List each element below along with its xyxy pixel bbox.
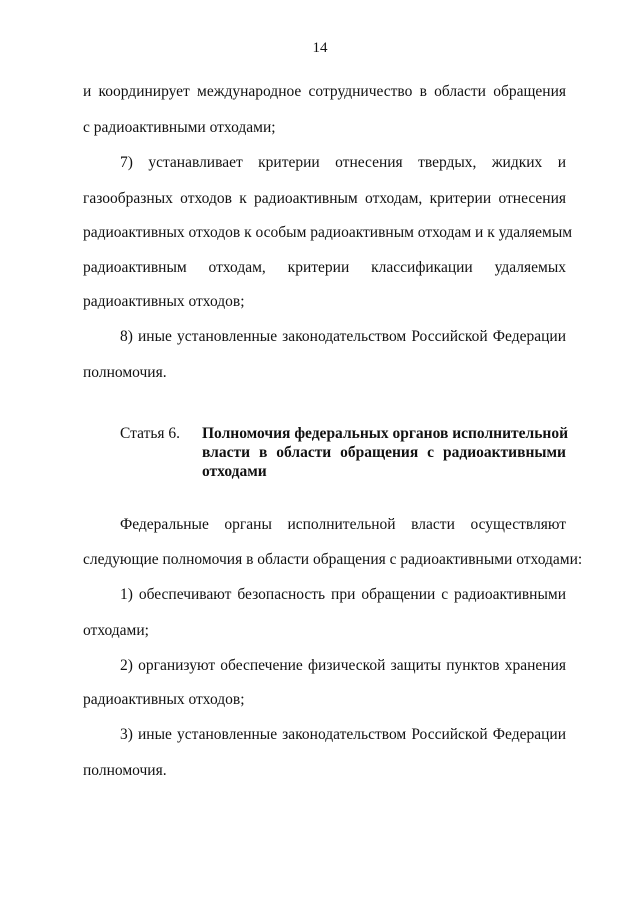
list-item-1: 1) обеспечивают безопасность при обращении с радиоактивными (120, 586, 566, 603)
list-item-8: 8) иные установленные законодательством Российской Федерации (120, 328, 566, 345)
page-number: 14 (312, 40, 328, 56)
text-line: полномочия. (83, 364, 167, 381)
text-line: радиоактивных отходов к особым радиоактивным отходам и к удаляемым (83, 224, 573, 241)
list-item-7: 7) устанавливает критерии отнесения твердых, жидких и (120, 154, 566, 171)
article-title (202, 424, 569, 481)
list-item-2: 2) организуют обеспечение физической защиты пунктов хранения (120, 657, 566, 674)
text-line: и координирует международное сотрудничество в области обращения (83, 83, 566, 100)
article-number: Статья 6. (120, 425, 181, 442)
text-line: полномочия. (83, 762, 167, 779)
text-line: газообразных отходов к радиоактивным отходам, критерии отнесения (83, 190, 566, 207)
article-title-line: власти в области обращения с радиоактивными (202, 444, 566, 461)
list-item-3: 3) иные установленные законодательством Российской Федерации (120, 726, 566, 743)
text-line: радиоактивных отходов; (83, 691, 245, 708)
text-line: Федеральные органы исполнительной власти осуществляют (120, 516, 566, 533)
text-line: радиоактивным отходам, критерии классификации удаляемых (83, 259, 566, 276)
text-line: следующие полномочия в области обращения с радиоактивными отходами: (83, 551, 583, 568)
text-line: радиоактивных отходов; (83, 293, 245, 310)
article-title-line: отходами (202, 463, 267, 480)
text-line: с радиоактивными отходами; (83, 119, 276, 136)
text-line: отходами; (83, 622, 149, 639)
article-title-line: Полномочия федеральных органов исполнительной (202, 425, 569, 442)
